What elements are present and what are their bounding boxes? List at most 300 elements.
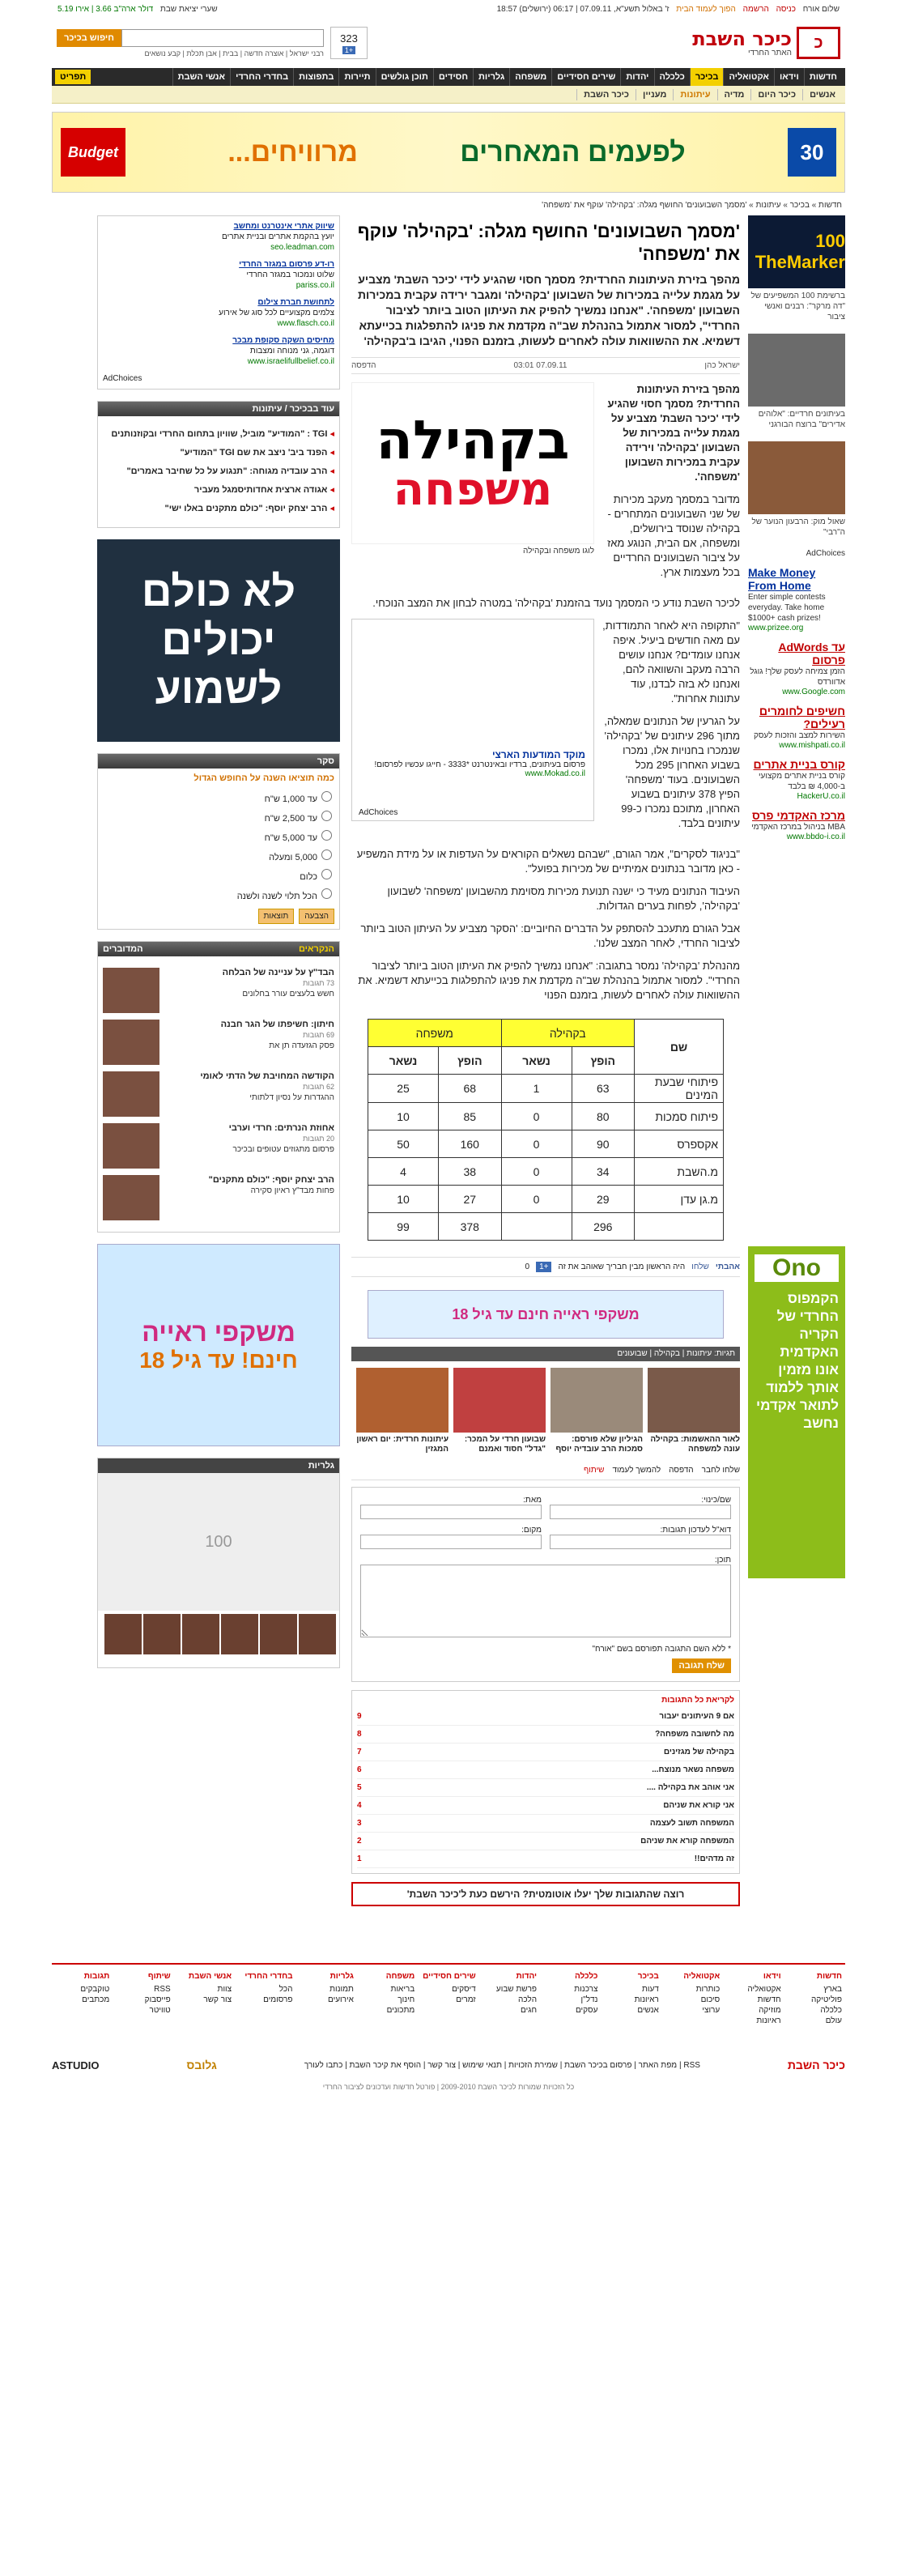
comment-number: 2: [357, 1837, 362, 1846]
related-image: [551, 1368, 643, 1433]
search-input[interactable]: [121, 29, 324, 47]
link-login[interactable]: כניסה: [776, 4, 796, 14]
right-item-caption: שאול מוק: הרבעון הנוער של ה"רבי": [751, 517, 845, 537]
nav-item-current[interactable]: אקטואליה: [723, 68, 773, 86]
right-ad-url[interactable]: www.mishpati.co.il: [779, 741, 845, 750]
gallery-thumb[interactable]: [221, 1614, 258, 1654]
featured-title[interactable]: חיתון: חשיפתו של הגר חבנה: [220, 1020, 334, 1029]
comments-header[interactable]: לקריאת כל התגובות: [661, 1696, 734, 1705]
glasses-ad[interactable]: [97, 1244, 340, 1446]
comment-item[interactable]: [357, 1708, 734, 1726]
comment-number: 3: [357, 1819, 362, 1828]
left-ad[interactable]: [103, 259, 334, 291]
featured-text: [164, 1071, 334, 1117]
footer-link[interactable]: כותרות: [695, 1985, 721, 1994]
news-link[interactable]: אגודה ארצית אחדותיסמגל מעביר: [193, 485, 328, 495]
footer-link[interactable]: דיסקים: [452, 1985, 476, 1994]
form-note: * ללא השם התגובה תפורסם בשם "אורח": [592, 1645, 731, 1654]
send-button[interactable]: שלחו: [691, 1262, 709, 1271]
article-image-wrap: [351, 382, 594, 588]
poll-radio[interactable]: [321, 791, 332, 802]
logo-icon: כ: [797, 27, 840, 59]
comment-title[interactable]: בקהילה של מגזינים: [663, 1748, 734, 1756]
footer-col: [601, 1971, 661, 2026]
comment-item[interactable]: [357, 1797, 734, 1815]
right-item-caption: ברשימת 100 המשפיעים של "דה מרקר": רבנים ואנשי ציבור: [750, 292, 845, 321]
footer-link[interactable]: כלכלה: [820, 2006, 842, 2015]
footer-link[interactable]: פוליטיקה: [811, 1995, 842, 2004]
inline-ad[interactable]: [351, 619, 594, 821]
comment-item[interactable]: [357, 1761, 734, 1779]
gallery-header[interactable]: גלריות: [98, 1458, 339, 1473]
footer-link[interactable]: אנשים: [637, 2006, 659, 2015]
list-item[interactable]: [103, 968, 334, 1013]
gplus-button[interactable]: +1: [536, 1262, 551, 1272]
left-ad-title[interactable]: לתחושת חברת צילום: [257, 298, 334, 307]
footer-link[interactable]: RSS: [154, 1985, 171, 1994]
footer-globes[interactable]: גלובס: [186, 2059, 217, 2071]
nav-item-music[interactable]: שירים חסידיים: [551, 68, 620, 86]
table-cell: 0: [501, 1158, 572, 1186]
footer-link[interactable]: דעות: [641, 1985, 659, 1994]
poll-option[interactable]: [103, 886, 334, 902]
table-cell: פיתוח סמכות: [635, 1103, 724, 1130]
table-cell: 99: [368, 1213, 439, 1241]
search-button[interactable]: חיפוש בכיכר: [57, 29, 121, 47]
link-register[interactable]: הרשמה: [742, 4, 769, 14]
list-item[interactable]: [103, 504, 334, 514]
banner-text-second: מרוויחים...: [227, 136, 358, 168]
featured-header: [98, 942, 339, 956]
poll-option[interactable]: [103, 789, 334, 805]
featured-text: [164, 1175, 334, 1220]
table-cell: 0: [501, 1186, 572, 1213]
tab-most-discussed[interactable]: המדוברים: [103, 944, 143, 954]
footer-link[interactable]: צור קשר: [203, 1995, 232, 2004]
featured-box: [97, 941, 340, 1233]
comment-title[interactable]: מה לחשובה משפחה?: [655, 1730, 734, 1739]
nav-item-user-content[interactable]: תוכן גולשים: [376, 68, 433, 86]
subnav-item-people[interactable]: אנשים: [802, 89, 842, 100]
left-ad-url[interactable]: seo.leadman.com: [270, 243, 334, 252]
footer-col-head[interactable]: שיתוף: [147, 1972, 171, 1981]
continue-link[interactable]: להמשך לעמוד: [612, 1466, 661, 1475]
left-ad[interactable]: [103, 297, 334, 329]
footer-link[interactable]: פרסומים: [263, 1995, 293, 2004]
footer-link[interactable]: סיכום: [700, 1995, 721, 2004]
print-link[interactable]: הדפסה: [669, 1466, 694, 1475]
email-input[interactable]: [550, 1535, 731, 1549]
inline-ad-title[interactable]: מוקד המודעות הארצי: [491, 749, 585, 760]
search-suggestions[interactable]: רבני ישראל | אוצרה חדשה | בבית | אבן תכלת | קבע נושאים: [144, 49, 324, 57]
footer-link[interactable]: מתכונים: [386, 2006, 415, 2015]
poll-header: סקר: [98, 754, 339, 769]
poll-option-label: עד 1,000 ש"ח: [264, 794, 317, 804]
subnav-item-today[interactable]: כיכר היום: [750, 89, 802, 100]
ono-text: הקמפוס החרדי של הקריה האקדמית אונו מזמין אותך ללמוד לתואר אקדמי נחשב: [755, 1291, 839, 1431]
glasses-ad-title: משקפי ראייה: [142, 1317, 295, 1347]
counter-value: 323: [340, 32, 358, 45]
footer-link[interactable]: פרשת שבוע: [495, 1985, 538, 1994]
footer-col-head[interactable]: גלריות: [329, 1972, 354, 1981]
left-ad-url[interactable]: www.israelifullbelief.co.il: [247, 357, 334, 366]
footer-link[interactable]: ראיונות: [634, 1995, 659, 2004]
send-to-friend[interactable]: שלחו לחבר: [701, 1466, 740, 1475]
like-counter[interactable]: [330, 27, 368, 59]
inline-ad-url[interactable]: www.Mokad.co.il: [525, 769, 585, 778]
place-input[interactable]: [360, 1535, 542, 1549]
table-cell: מ.גן עדן: [635, 1186, 724, 1213]
print-button[interactable]: הדפסה: [351, 361, 376, 370]
comment-title[interactable]: זה מדהים!!: [694, 1854, 734, 1863]
top-banner-ad[interactable]: [52, 112, 845, 193]
comment-number: 8: [357, 1730, 362, 1739]
themarker-image: 100 TheMarker: [748, 215, 845, 288]
comment-title[interactable]: המשפחה תשוב לעצמה: [649, 1819, 734, 1828]
vote-button[interactable]: הצבעה: [299, 909, 334, 924]
nav-item-hasidim[interactable]: חסידים: [433, 68, 473, 86]
footer-col-head[interactable]: וידאו: [763, 1972, 781, 1981]
table-cell: 68: [439, 1075, 501, 1103]
table-cell: 29: [572, 1186, 634, 1213]
article-p9: מהנהלת 'בקהילה' נמסר בתגובה: "אנחנו נמשיך להפיק את העיתון הטוב ביותר לציבור החרדי". למסור אתמול בהנהלת שב"ה מקדמת את פניגו להתפלגות בכייעתא דשמיא. את ההשוואות עולה לאחרים לעשות, בזמנם הפנוי: [358, 960, 740, 1001]
featured-text: [164, 968, 334, 1013]
featured-meta: 69 תגובות: [303, 1031, 334, 1039]
footer-link[interactable]: מכתבים: [82, 1995, 110, 2004]
footer-bottom-links[interactable]: RSS | מפת האתר | פרסום בכיכר השבת | שמירת הזכויות | תנאי שימוש | צור קשר | הוסף את קיכר השבת | כתבו לעורך: [304, 2060, 700, 2070]
footer-link[interactable]: הכל: [278, 1985, 293, 1994]
left-ad-url[interactable]: www.flasch.co.il: [277, 319, 334, 328]
nav-item-judaism[interactable]: יהדות: [620, 68, 653, 86]
article-author[interactable]: ישראל כהן: [704, 361, 740, 370]
footer-link[interactable]: עולם: [825, 2016, 842, 2025]
share-text: היה הראשון מבין חבריך שאוהב את זה: [558, 1262, 686, 1271]
gallery-thumb[interactable]: [143, 1614, 181, 1654]
nav-item-bakikar[interactable]: בכיכר: [690, 68, 724, 86]
article-date: 07.09.11 03:01: [513, 361, 568, 370]
footer-col: [479, 1971, 540, 2026]
promo-banner[interactable]: משקפי ראייה חינם עד גיל 18: [368, 1290, 724, 1339]
email-label: דוא"ל לעדכון תגובות:: [660, 1526, 731, 1535]
footer-col-head[interactable]: אנשי השבת: [188, 1972, 232, 1981]
send-comment-button[interactable]: שלח תגובה: [672, 1658, 731, 1673]
comment-title[interactable]: אני קורא את שניהם: [663, 1801, 734, 1810]
right-ad[interactable]: [748, 758, 845, 801]
menu-button[interactable]: תפריט: [55, 70, 91, 84]
featured-title[interactable]: הבד"ץ על עניינה של הבלחה: [222, 968, 334, 977]
footer-link[interactable]: צוות: [217, 1985, 232, 1994]
left-ad-title[interactable]: מחיסים השקה סקופת מבכר: [232, 336, 334, 345]
table-cell: 10: [368, 1186, 439, 1213]
comment-title[interactable]: אם 9 העיתונים יעבור: [659, 1712, 734, 1721]
footer-link[interactable]: בריאות: [390, 1985, 415, 1994]
from-input[interactable]: [360, 1505, 542, 1519]
right-ad[interactable]: [748, 809, 845, 841]
footer-link[interactable]: בארץ: [823, 1985, 842, 1994]
news-link[interactable]: הפנד ביב' ניצב את שם TGI "המודיע": [180, 448, 328, 458]
related-item[interactable]: [356, 1368, 448, 1454]
table-cell: [635, 1213, 724, 1241]
featured-text: [164, 1020, 334, 1065]
left-ad[interactable]: [103, 335, 334, 367]
nav-item-galleries[interactable]: גלריות: [473, 68, 509, 86]
right-ad-title[interactable]: Make Money From Home: [748, 566, 816, 592]
more-news-header[interactable]: עוד בבכיכר / עיתונות: [98, 402, 339, 416]
left-column: [97, 215, 340, 1680]
comment-item[interactable]: [357, 1779, 734, 1797]
poll-radio[interactable]: [321, 849, 332, 860]
right-ad-url[interactable]: www.Google.com: [782, 688, 845, 696]
mishpacha-logo: משפחה: [393, 463, 553, 516]
table-cell: 63: [572, 1075, 634, 1103]
poll-radio[interactable]: [321, 830, 332, 841]
nav-item-people[interactable]: אנשי השבת: [172, 68, 231, 86]
list-item[interactable]: [103, 429, 334, 440]
table-sub-left: נשאר: [368, 1047, 439, 1075]
right-ad-title[interactable]: מרכז האקדמי פרס: [751, 809, 845, 822]
article-meta: [351, 357, 740, 374]
nav-item-economy[interactable]: כלכלה: [654, 68, 690, 86]
bekehila-logo: בקהילה: [376, 409, 570, 471]
footer-credit[interactable]: ASTUDIO: [52, 2059, 100, 2071]
glasses-ad-sub: חינם! עד גיל 18: [139, 1347, 298, 1373]
footer-link[interactable]: ערוצי: [702, 2006, 721, 2015]
comment-number: 6: [357, 1765, 362, 1774]
more-news-box: [97, 401, 340, 528]
list-item[interactable]: [103, 448, 334, 458]
link-greeting: שלום אורח: [802, 4, 840, 14]
comment-item[interactable]: [357, 1726, 734, 1744]
footer-link[interactable]: חגים: [521, 2006, 538, 2015]
side-banner-ad[interactable]: לא כולם יכולים לשמוע: [97, 539, 340, 742]
body-textarea[interactable]: [360, 1565, 731, 1637]
right-ad[interactable]: [748, 705, 845, 750]
footer-col-head[interactable]: חדשות: [816, 1972, 842, 1981]
footer-link[interactable]: טוויטר: [149, 2006, 171, 2015]
table-row: [368, 1158, 724, 1186]
right-ad-url[interactable]: www.bbdo-i.co.il: [786, 832, 845, 841]
breadcrumb[interactable]: חדשות » בכיכר » עיתונות » 'מסמך השבועונים' החושף מגלה: 'בקהילה' עוקף את 'משפחה': [542, 201, 842, 210]
table-cell: [501, 1213, 572, 1241]
left-ads: [97, 215, 340, 390]
footer-col-head[interactable]: כלכלה: [574, 1972, 598, 1981]
related-item[interactable]: [453, 1368, 546, 1454]
poll-radio[interactable]: [321, 811, 332, 821]
gallery-thumb[interactable]: [182, 1614, 219, 1654]
footer-col-head[interactable]: שירים חסידיים: [423, 1972, 476, 1981]
footer-link[interactable]: עסקים: [575, 2006, 598, 2015]
subnav-item-kikar[interactable]: כיכר השבת: [576, 89, 636, 100]
table-cell: פיתוחי שבעת המינים: [635, 1075, 724, 1103]
table-cell: 38: [439, 1158, 501, 1186]
tags-bar[interactable]: תגיות: עיתונות | בקהילה | שבועונים: [351, 1347, 740, 1361]
results-button[interactable]: תוצאות: [258, 909, 295, 924]
subnav-item-interesting[interactable]: מעניין: [636, 89, 673, 100]
footer-link[interactable]: חינוך: [397, 1995, 415, 2004]
like-button[interactable]: אהבתי: [715, 1262, 740, 1271]
footer-col-head[interactable]: תגובות: [83, 1972, 110, 1981]
list-item[interactable]: [103, 1175, 334, 1220]
table-col-name: שם: [635, 1020, 724, 1075]
comment-title[interactable]: משפחה נשאר מנוצח...: [652, 1765, 734, 1774]
related-caption[interactable]: הגיליון שלא פורסם: סמכות הרב עובדיה יוסף: [555, 1435, 643, 1454]
footer-link[interactable]: זמרים: [456, 1995, 476, 2004]
list-item[interactable]: [103, 1020, 334, 1065]
poll-option[interactable]: [103, 847, 334, 863]
right-item[interactable]: [748, 441, 845, 538]
news-link[interactable]: הרב יצחק יוסף: "כולם מתקנים באלו ישי": [164, 504, 328, 513]
form-field: [360, 1496, 542, 1519]
poll-radio[interactable]: [321, 888, 332, 899]
gallery-thumb[interactable]: [260, 1614, 297, 1654]
banner-number: 30: [788, 128, 836, 177]
related-caption[interactable]: לאור ההאשמות: בקהילה עונה למשפחה: [650, 1435, 740, 1454]
subnav-item-press[interactable]: עיתונות: [673, 89, 716, 100]
gallery-thumb[interactable]: [299, 1614, 336, 1654]
table-row: [368, 1075, 724, 1103]
banner-brand: Budget: [61, 128, 125, 177]
comment-item[interactable]: [357, 1815, 734, 1833]
comment-item[interactable]: [357, 1833, 734, 1850]
top-right-links: [495, 5, 842, 14]
related-item[interactable]: [551, 1368, 643, 1454]
news-link[interactable]: TGI : "המודיע" מוביל, שוויון בתחום החרדי ובקוזנותנים: [111, 429, 328, 439]
share-link[interactable]: שיתוף: [584, 1466, 605, 1475]
featured-title[interactable]: אחוזת הנרתים: חרדי וערבי: [228, 1123, 334, 1133]
nav-item-family[interactable]: משפחה: [509, 68, 551, 86]
table-cell: 0: [501, 1103, 572, 1130]
right-ad[interactable]: [748, 641, 845, 696]
comment-title[interactable]: אני אוהב את בקהילה ....: [646, 1783, 734, 1792]
top-bar: [52, 0, 845, 18]
table-cell: 90: [572, 1130, 634, 1158]
poll-option[interactable]: [103, 808, 334, 824]
left-ad-title[interactable]: רו-דע פרסום במגזר החרדי: [239, 260, 334, 269]
footer-logo[interactable]: כיכר השבת: [787, 2059, 845, 2071]
poll-option[interactable]: [103, 866, 334, 883]
site-logo[interactable]: [692, 27, 840, 59]
footer-col-head[interactable]: יהדות: [516, 1972, 538, 1981]
ono-ad[interactable]: [748, 1246, 845, 1578]
footer-col: [174, 1971, 235, 2026]
poll-radio[interactable]: [321, 869, 332, 879]
right-ad[interactable]: [748, 566, 845, 632]
featured-title[interactable]: הקודשה המחויבת של הדתי לאומי: [200, 1071, 334, 1081]
footer-col-head[interactable]: בחדרי החרדי: [244, 1972, 293, 1981]
footer-link[interactable]: אקטואליה: [747, 1985, 781, 1994]
list-item[interactable]: [103, 1071, 334, 1117]
footer-link[interactable]: תמונות: [329, 1985, 354, 1994]
right-item[interactable]: [748, 334, 845, 430]
copyright: כל הזכויות שמורות לכיכר השבת 2009-2010 | פורטל חדשות ועדכונים לציבור החרדי: [322, 2083, 575, 2091]
right-ad-url[interactable]: www.prizee.org: [748, 624, 804, 632]
left-ad[interactable]: [103, 221, 334, 253]
footer-col: [52, 1971, 113, 2026]
poll-box: [97, 753, 340, 930]
right-ad-url[interactable]: HackerU.co.il: [797, 792, 845, 801]
footer-link[interactable]: צרכנות: [574, 1985, 598, 1994]
tab-most-read[interactable]: הנקראים: [298, 944, 334, 954]
footer-link[interactable]: נדל"ן: [580, 1995, 598, 2004]
gallery-thumb[interactable]: [104, 1614, 142, 1654]
table-cell: 378: [439, 1213, 501, 1241]
list-item[interactable]: [103, 1123, 334, 1169]
footer-link[interactable]: פייסבוק: [144, 1995, 171, 2004]
register-prompt[interactable]: רוצה שהתגובות שלך יעלו אוטומטית? הירשם כעת ל'כיכר השבת': [351, 1882, 740, 1906]
nav-item-video[interactable]: וידאו: [774, 68, 804, 86]
name-input[interactable]: [550, 1505, 731, 1519]
link-homepage[interactable]: הפוך לעמוד הבית: [676, 4, 736, 14]
nav-item-tourism[interactable]: תיירות: [338, 68, 375, 86]
footer-col-head[interactable]: בכיכר: [637, 1972, 659, 1981]
poll-option-label: הכל תלוי לשנה ולשנה: [236, 892, 317, 901]
news-link[interactable]: הרב עובדיה מגוחה: "תנגוע על כל שחיבר באמרים": [126, 466, 328, 476]
table-cell: 34: [572, 1158, 634, 1186]
featured-title[interactable]: הרב יצחק יוסף: "כולם מתקנים": [208, 1175, 334, 1185]
footer-link[interactable]: חדשות: [757, 1995, 781, 2004]
main-nav: [52, 68, 845, 86]
right-item-caption: בעיתונים חרדיים: "אלוהים אדירים" ברוצח הבורגני: [758, 410, 845, 429]
table-cell: 25: [368, 1075, 439, 1103]
nav-item-news[interactable]: חדשות: [804, 68, 842, 86]
arrow-icon: ◂: [327, 448, 334, 458]
right-ad-desc: הזמן צמיחה לעסק שלך! גוגל אדוורדס: [750, 667, 845, 687]
list-item[interactable]: [103, 485, 334, 496]
footer-link[interactable]: ראיונות: [756, 2016, 781, 2025]
right-item[interactable]: [748, 215, 845, 322]
gplus-icon[interactable]: +1: [342, 46, 355, 54]
comment-item[interactable]: [357, 1744, 734, 1761]
related-caption[interactable]: שבועון חרדי על המכר: "גדל" חסוד ואמנם: [464, 1435, 546, 1454]
right-ad-title[interactable]: עד AdWords פרסום: [778, 641, 845, 666]
page: [52, 0, 845, 2091]
article-image: [351, 382, 594, 544]
gallery-main-image[interactable]: 100: [98, 1473, 339, 1611]
right-item-image: [748, 334, 845, 407]
shabbat-times[interactable]: שערי יציאת שבת: [160, 4, 218, 14]
adchoices-label[interactable]: AdChoices: [359, 808, 398, 817]
article-p5: על הגרעין של הנתונים שמאלה, מתוך 296 עיתונים של 'בקהילה' שנמכרו בחנויות אלו, נמכרו בשבוע האחרון 295 מכל השבועונים. בעוד 'משפחה' הפיץ 378 עיתונים בשבוע האחרון, מתוכם נמכרו כ-99 עיתונים בלבד.: [604, 715, 740, 829]
table-cell: 4: [368, 1158, 439, 1186]
nav-item-diaspora[interactable]: בתפוצות: [293, 68, 338, 86]
footer-link[interactable]: אירועים: [328, 1995, 354, 2004]
related-caption[interactable]: עיתונות חרדית: יום ראשון המגזין: [356, 1435, 448, 1454]
adchoices-label[interactable]: AdChoices: [103, 374, 142, 383]
left-ad-url[interactable]: pariss.co.il: [295, 281, 334, 290]
related-image: [356, 1368, 448, 1433]
poll-option[interactable]: [103, 828, 334, 844]
article-title: 'מסמך השבועונים' החושף מגלה: 'בקהילה' עוקף את 'משפחה': [357, 221, 740, 264]
nav-item-haredi[interactable]: בחדרי החרדי: [230, 68, 293, 86]
footer-link[interactable]: טוקבקים: [80, 1985, 110, 1994]
footer-col-head[interactable]: אקטואליה: [683, 1972, 721, 1981]
right-ad-title[interactable]: חשיפים לחומרים רעילים?: [759, 705, 845, 730]
related-item[interactable]: [648, 1368, 740, 1454]
list-item[interactable]: [103, 466, 334, 477]
subnav-item-media[interactable]: מדיה: [717, 89, 751, 100]
sales-table: [368, 1019, 724, 1241]
article-top: [351, 382, 740, 588]
right-ad-title[interactable]: קורס בניית אתרים: [753, 758, 845, 771]
footer-col-head[interactable]: משפחה: [385, 1972, 415, 1981]
adchoices-label[interactable]: AdChoices: [806, 549, 845, 558]
comment-title[interactable]: המשפחה קורא את שניהם: [640, 1837, 734, 1846]
left-ad-title[interactable]: שיווק אתרי אינטרנט ומחשב: [233, 222, 334, 231]
footer-link[interactable]: הלכה: [518, 1995, 538, 2004]
comment-number: 4: [357, 1801, 362, 1810]
footer-link[interactable]: מוזיקה: [759, 2006, 781, 2015]
comment-item[interactable]: [357, 1850, 734, 1868]
